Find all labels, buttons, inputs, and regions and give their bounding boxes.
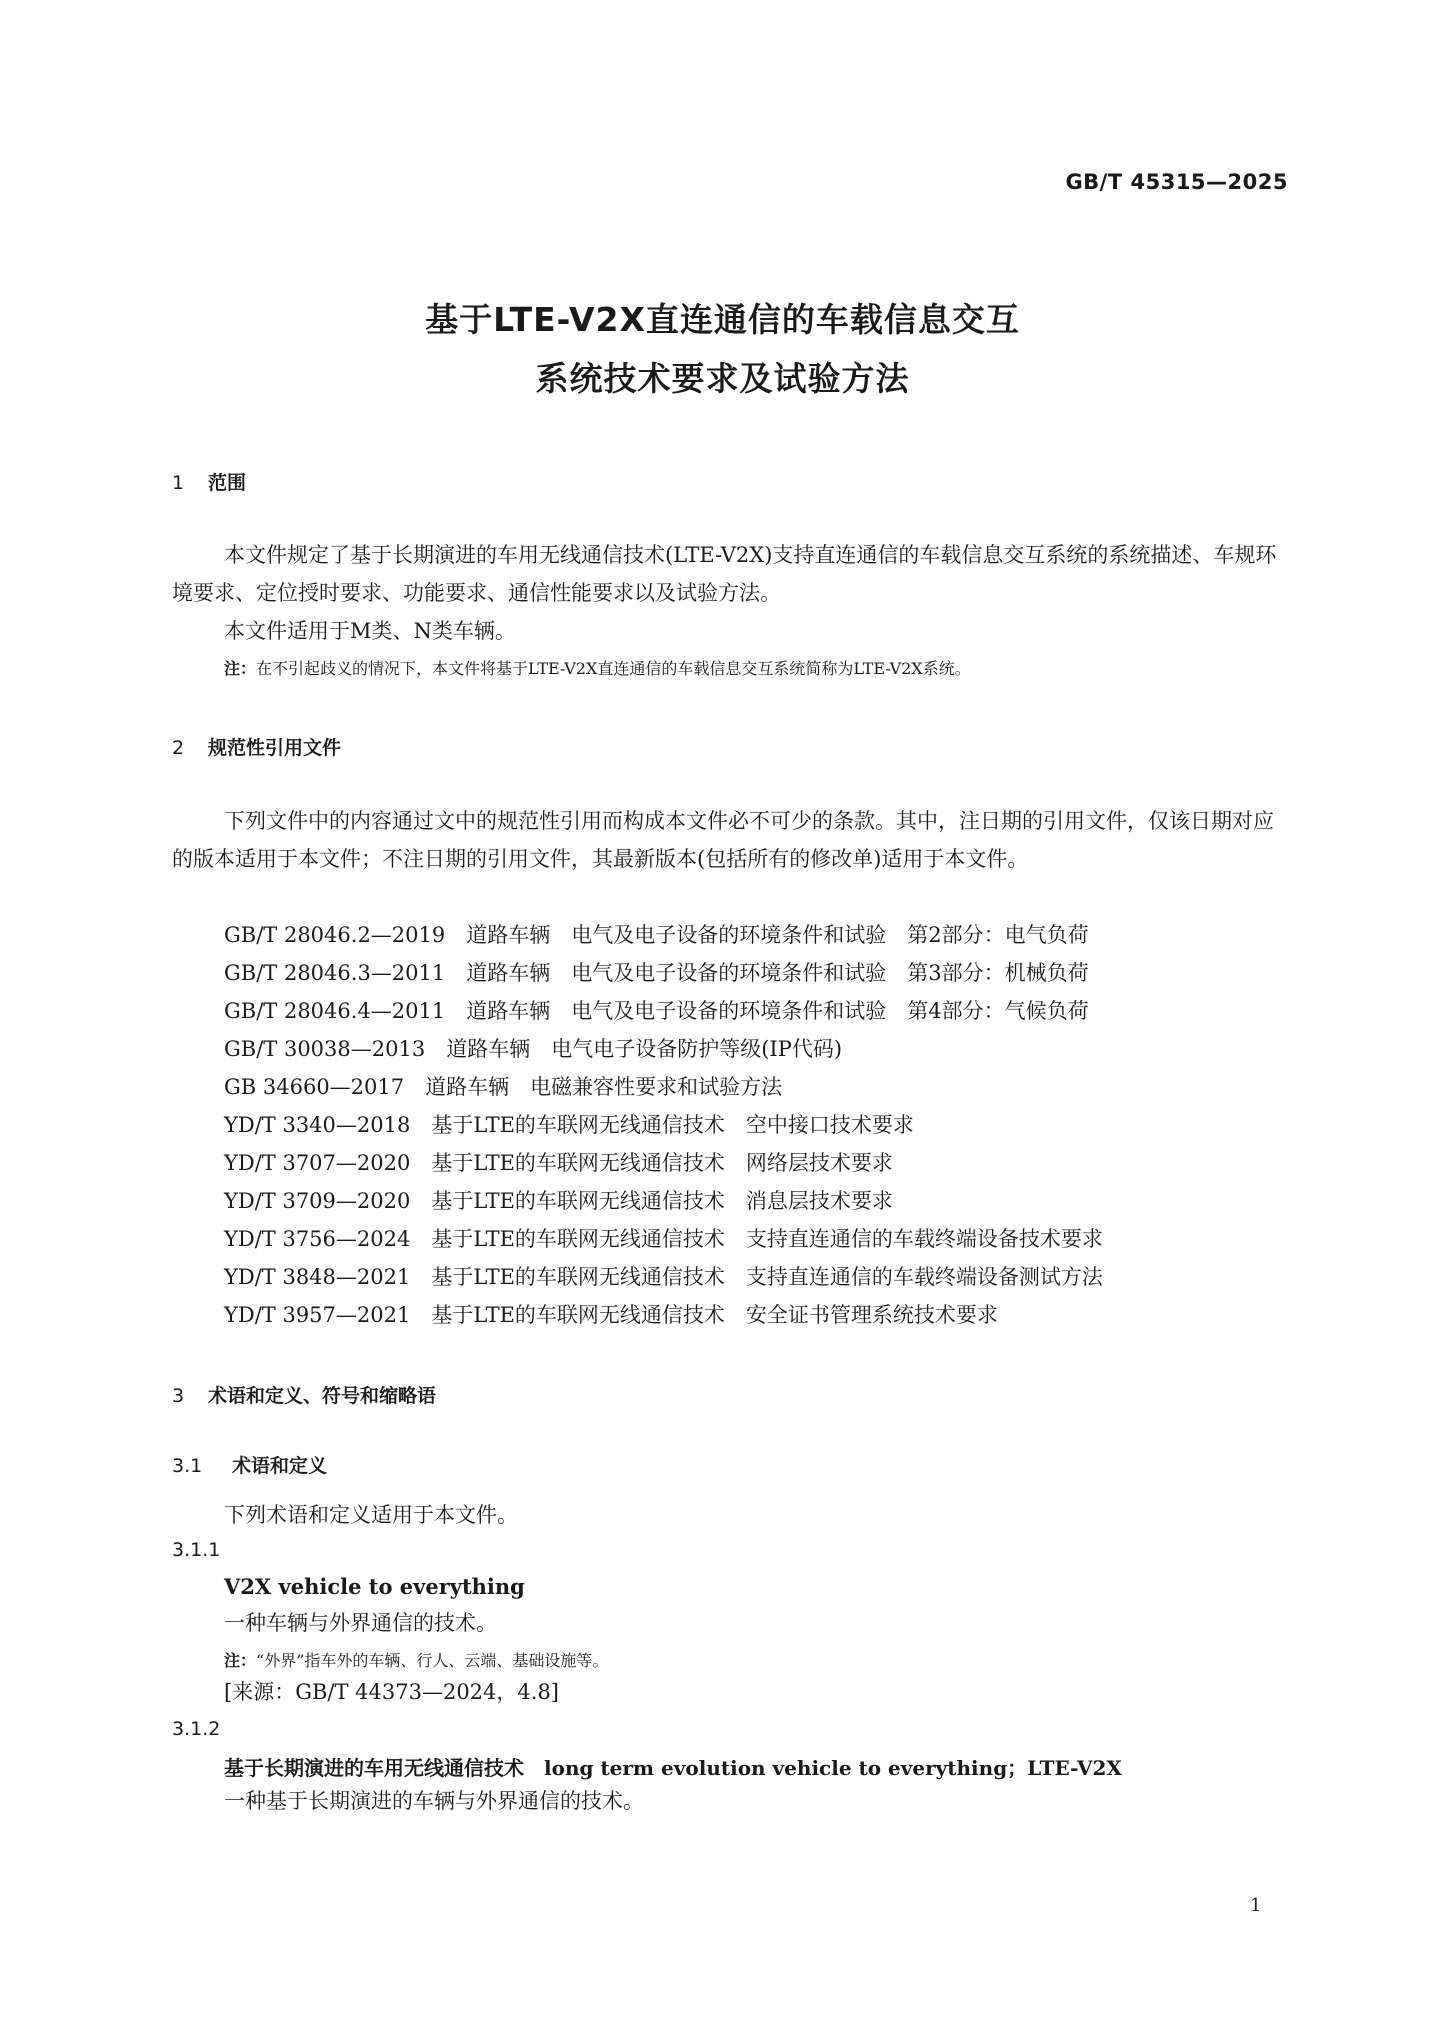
subsection-3-1-intro: 下列术语和定义适用于本文件。: [224, 1503, 518, 1527]
reference-item: [224, 1296, 1103, 1334]
term-2-definition: 一种基于长期演进的车辆与外界通信的技术。: [224, 1789, 644, 1813]
reference-title: 基于LTE的车联网无线通信技术 支持直连通信的车载终端设备测试方法: [431, 1265, 1103, 1289]
term-2-name-zh: 基于长期演进的车用无线通信技术: [224, 1756, 524, 1780]
reference-code: YD/T 3709—2020: [224, 1189, 411, 1213]
reference-title: 基于LTE的车联网无线通信技术 支持直连通信的车载终端设备技术要求: [431, 1227, 1103, 1251]
document-title-line-2: 系统技术要求及试验方法: [535, 359, 910, 398]
reference-code: GB/T 28046.2—2019: [224, 923, 446, 947]
subsection-number: 3.1: [172, 1455, 203, 1477]
section-number: 2: [172, 737, 185, 759]
reference-item: [224, 1106, 1103, 1144]
note-label: 注：: [224, 1651, 257, 1670]
reference-code: YD/T 3340—2018: [224, 1113, 411, 1137]
section-1-paragraph-2: 本文件适用于M类、N类车辆。: [224, 619, 516, 643]
reference-title: 道路车辆 电磁兼容性要求和试验方法: [425, 1075, 783, 1099]
term-1-definition: 一种车辆与外界通信的技术。: [224, 1611, 497, 1635]
reference-item: [224, 916, 1103, 954]
reference-code: GB/T 28046.4—2011: [224, 999, 446, 1023]
page-number: 1: [1250, 1895, 1262, 1916]
reference-code: GB 34660—2017: [224, 1075, 405, 1099]
section-1-note: [224, 656, 971, 679]
subsection-3-1-heading: [172, 1451, 327, 1478]
note-label: 注：: [224, 659, 257, 678]
reference-code: YD/T 3957—2021: [224, 1303, 411, 1327]
section-1-heading: [172, 468, 246, 495]
reference-code: GB/T 28046.3—2011: [224, 961, 446, 985]
reference-code: YD/T 3848—2021: [224, 1265, 411, 1289]
term-2-name-en: long term evolution vehicle to everything；LTE-V2X: [544, 1756, 1122, 1780]
reference-title: 道路车辆 电气电子设备防护等级(IP代码): [446, 1037, 843, 1061]
reference-title: 道路车辆 电气及电子设备的环境条件和试验 第4部分：气候负荷: [466, 999, 1089, 1023]
reference-title: 道路车辆 电气及电子设备的环境条件和试验 第3部分：机械负荷: [466, 961, 1089, 985]
term-1-note: [224, 1648, 608, 1671]
term-1-name: V2X vehicle to everything: [224, 1574, 525, 1599]
reference-title: 基于LTE的车联网无线通信技术 安全证书管理系统技术要求: [431, 1303, 998, 1327]
section-title: 术语和定义、符号和缩略语: [208, 1385, 437, 1407]
reference-item: [224, 1182, 1103, 1220]
term-2-number: 3.1.2: [172, 1718, 221, 1740]
section-number: 3: [172, 1385, 185, 1407]
reference-item: [224, 1068, 1103, 1106]
normative-references-list: [224, 916, 1103, 1334]
document-title-line-1: 基于LTE-V2X直连通信的车载信息交互: [425, 300, 1020, 339]
section-number: 1: [172, 472, 185, 494]
section-title: 规范性引用文件: [208, 737, 342, 759]
section-title: 范围: [208, 472, 247, 494]
section-2-heading: [172, 733, 341, 760]
term-1-source: [来源：GB/T 44373—2024，4.8]: [224, 1680, 559, 1704]
reference-code: GB/T 30038—2013: [224, 1037, 426, 1061]
reference-item: [224, 954, 1103, 992]
section-2-paragraph-1: 下列文件中的内容通过文中的规范性引用而构成本文件必不可少的条款。其中，注日期的引用文件，仅该日期对应的版本适用于本文件；不注日期的引用文件，其最新版本(包括所有的修改单)适用于本文件。: [172, 809, 1274, 871]
reference-item: [224, 1144, 1103, 1182]
reference-title: 基于LTE的车联网无线通信技术 网络层技术要求: [431, 1151, 893, 1175]
reference-item: [224, 992, 1103, 1030]
note-text: “外界”指车外的车辆、行人、云端、基础设施等。: [256, 1651, 609, 1670]
standard-code: GB/T 45315—2025: [1065, 170, 1288, 194]
note-text: 在不引起歧义的情况下，本文件将基于LTE-V2X直连通信的车载信息交互系统简称为LTE-V2X系统。: [256, 659, 971, 678]
reference-code: YD/T 3707—2020: [224, 1151, 411, 1175]
reference-item: [224, 1220, 1103, 1258]
reference-code: YD/T 3756—2024: [224, 1227, 411, 1251]
section-3-heading: [172, 1381, 436, 1408]
reference-item: [224, 1030, 1103, 1068]
section-1-paragraph-1: 本文件规定了基于长期演进的车用无线通信技术(LTE-V2X)支持直连通信的车载信息交互系统的系统描述、车规环境要求、定位授时要求、功能要求、通信性能要求以及试验方法。: [172, 543, 1277, 605]
subsection-title: 术语和定义: [232, 1455, 328, 1477]
term-1-number: 3.1.1: [172, 1539, 221, 1561]
term-2-name: [224, 1752, 1122, 1781]
reference-item: [224, 1258, 1103, 1296]
reference-title: 基于LTE的车联网无线通信技术 消息层技术要求: [431, 1189, 893, 1213]
reference-title: 基于LTE的车联网无线通信技术 空中接口技术要求: [431, 1113, 914, 1137]
reference-title: 道路车辆 电气及电子设备的环境条件和试验 第2部分：电气负荷: [466, 923, 1089, 947]
